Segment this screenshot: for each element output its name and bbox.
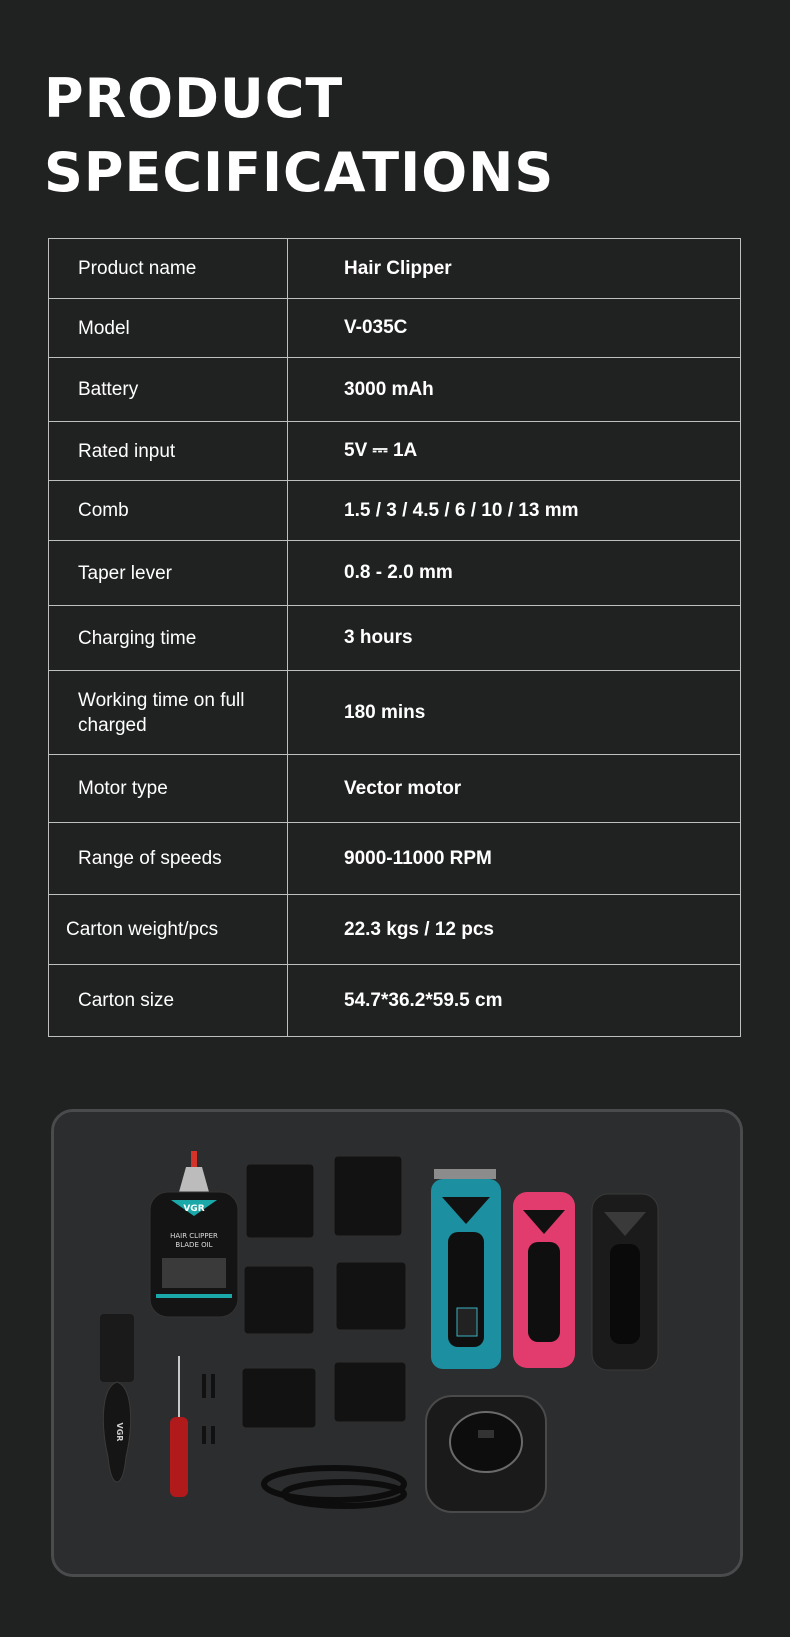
- package-contents-illustration: [54, 1112, 740, 1574]
- spec-label: Rated input: [49, 422, 288, 481]
- spec-label: Range of speeds: [49, 823, 288, 895]
- bottle-logo: VGR: [183, 1204, 205, 1214]
- spec-label: Product name: [49, 239, 288, 299]
- table-row: [49, 606, 741, 671]
- bottle-label-line-2: BLADE OIL: [175, 1241, 213, 1249]
- charging-base: [426, 1396, 546, 1512]
- bottle-label-line-1: HAIR CLIPPER: [170, 1232, 218, 1240]
- spec-value: 1.5 / 3 / 4.5 / 6 / 10 / 13 mm: [288, 481, 741, 541]
- spec-label: Taper lever: [49, 541, 288, 606]
- spec-value: 3 hours: [288, 606, 741, 671]
- spec-value: 180 mins: [288, 671, 741, 755]
- spec-label: Comb: [49, 481, 288, 541]
- table-row: [49, 823, 741, 895]
- page-heading: [44, 62, 554, 210]
- table-row: [49, 239, 741, 299]
- spec-value: Hair Clipper: [288, 239, 741, 299]
- brush-logo: VGR: [115, 1422, 124, 1442]
- spec-value: 5V ⎓ 1A: [288, 422, 741, 481]
- table-row: [49, 422, 741, 481]
- table-row: [49, 755, 741, 823]
- clipper-teal: [431, 1169, 501, 1369]
- spec-value: V-035C: [288, 299, 741, 358]
- table-row: [49, 895, 741, 965]
- heading-line-2: SPECIFICATIONS: [44, 141, 555, 204]
- table-row: [49, 965, 741, 1037]
- spec-label: Model: [49, 299, 288, 358]
- spec-value: Vector motor: [288, 755, 741, 823]
- clipper-black: [592, 1194, 658, 1370]
- spec-label: Carton weight/pcs: [49, 895, 288, 965]
- spec-label: Battery: [49, 358, 288, 422]
- heading-line-1: PRODUCT: [44, 67, 344, 130]
- spec-value: 22.3 kgs / 12 pcs: [288, 895, 741, 965]
- spec-value: 54.7*36.2*59.5 cm: [288, 965, 741, 1037]
- spec-label: Motor type: [49, 755, 288, 823]
- spec-value: 3000 mAh: [288, 358, 741, 422]
- spec-value: 0.8 - 2.0 mm: [288, 541, 741, 606]
- spec-value: 9000-11000 RPM: [288, 823, 741, 895]
- table-row: [49, 541, 741, 606]
- clipper-pink: [513, 1192, 575, 1368]
- table-row: [49, 671, 741, 755]
- spec-label: Working time on full charged: [49, 671, 288, 755]
- product-package-photo: [51, 1109, 743, 1577]
- spec-label: Carton size: [49, 965, 288, 1037]
- table-row: [49, 358, 741, 422]
- table-row: [49, 299, 741, 358]
- table-row: [49, 481, 741, 541]
- specifications-table: [48, 238, 741, 1037]
- spec-label: Charging time: [49, 606, 288, 671]
